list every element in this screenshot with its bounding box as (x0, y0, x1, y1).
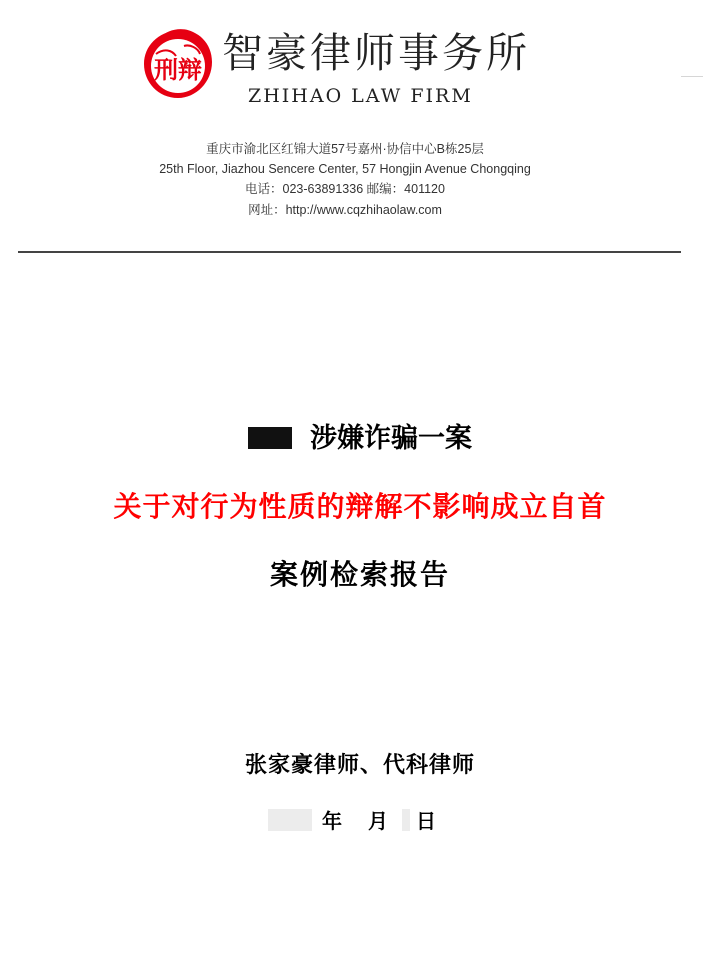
tel-number: 023-63891336 (282, 182, 364, 196)
report-subject-red: 关于对行为性质的辩解不影响成立自首 (113, 490, 607, 523)
contact-website (0, 202, 690, 218)
logo-seal-icon (138, 24, 218, 104)
svg-text:刑辩: 刑辩 (154, 55, 202, 84)
report-authors: 张家豪律师、代科律师 (244, 752, 475, 778)
contact-phone-postcode (0, 181, 690, 197)
postcode-value: 401120 (404, 182, 445, 196)
date-year-suffix: 年 (322, 809, 342, 833)
case-title (0, 422, 720, 456)
date-day-suffix: 日 (416, 809, 436, 833)
address-chinese: 重庆市渝北区红锦大道57号嘉州·协信中心B栋25层 (206, 142, 484, 156)
page-edge-mark (681, 76, 703, 77)
tel-label: 电话： (245, 182, 283, 196)
redacted-day (402, 809, 410, 831)
report-title: 案例检索报告 (269, 558, 450, 591)
website-url[interactable]: http://www.cqzhihaolaw.com (285, 203, 442, 217)
postcode-label: 邮编： (366, 182, 405, 196)
firm-logo (138, 24, 218, 104)
letterhead-divider (18, 251, 681, 253)
redacted-year (268, 809, 312, 831)
case-title-text: 涉嫌诈骗一案 (310, 423, 472, 454)
website-label: 网址： (248, 203, 286, 217)
report-date (268, 807, 436, 835)
firm-name-english: ZHIHAO LAW FIRM (248, 85, 473, 107)
redacted-name (248, 427, 292, 449)
address-english: 25th Floor, Jiazhou Sencere Center, 57 Hongjin Avenue Chongqing (159, 162, 531, 176)
firm-name-chinese: 智豪律师事务所 (222, 29, 530, 77)
date-month-suffix: 月 (368, 809, 388, 833)
